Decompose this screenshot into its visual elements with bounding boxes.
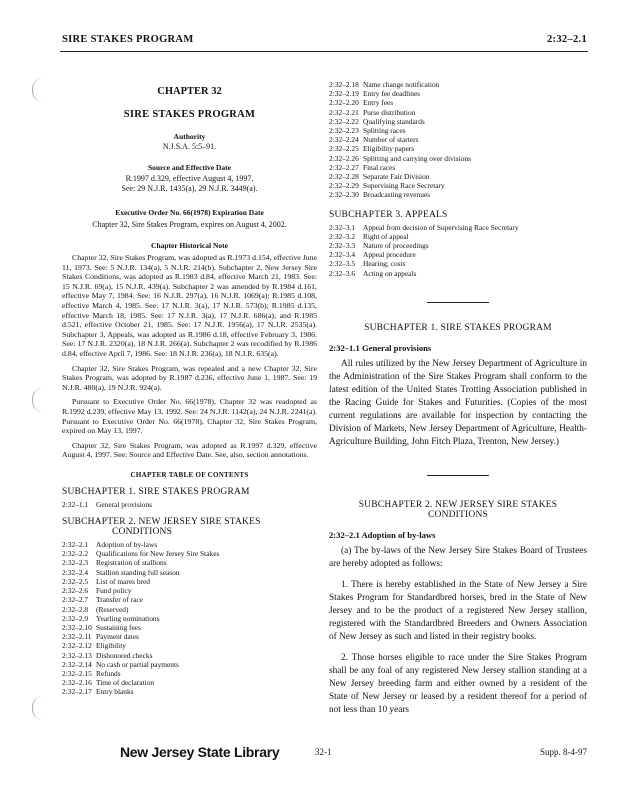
toc-entry [329, 126, 587, 135]
toc-entry-number: 2:32–2.19 [329, 89, 359, 99]
toc-entry [329, 250, 587, 259]
historical-note-heading: Chapter Historical Note [151, 241, 228, 250]
toc-entry [329, 89, 587, 98]
section-2-32-1-1-text: All rules utilized by the New Jersey Department of Agriculture in the Administration of the Sire Stakes Program shall conform to the latest edition of the United States Trotting Association published in the Racing Guide for Stakes and Futurities. (Copies of the most current regulations are available for inspection by contacting the Division of Markets, New Jersey Department of Agriculture, Health-Agriculture Building, John Fitch Plaza, Trenton, New Jersey.) [329, 358, 587, 447]
toc-entry [329, 223, 587, 232]
toc-entry [62, 614, 317, 623]
historical-note-paragraph: Chapter 32, Sire Stakes Program, was adopted as R.1997 d.329, effective August 4, 1997. See: Source and Effective Date. See, also, section annotations. [62, 440, 317, 460]
toc-entry-number: 2:32–3.3 [329, 241, 356, 251]
toc-entry-number: 2:32–2.29 [329, 181, 359, 191]
chapter-number: CHAPTER 32 [157, 86, 222, 97]
toc-subchapter-2-continued: CONDITIONS [112, 527, 173, 538]
toc-entry-title: Fund policy [96, 586, 132, 596]
toc-entry-number: 2:32–2.9 [62, 613, 89, 623]
source-heading: Source and Effective Date [148, 163, 231, 172]
toc-subchapter-2-list-continued [329, 80, 587, 200]
toc-entry-number: 2:32–2.18 [329, 80, 359, 89]
toc-entry-number: 2:32–2.15 [62, 668, 92, 678]
toc-entry [329, 241, 587, 250]
toc-heading: CHAPTER TABLE OF CONTENTS [130, 470, 249, 479]
toc-entry-number: 2:32–3.5 [329, 259, 356, 269]
toc-entry-title: No cash or partial payments [96, 659, 179, 669]
toc-entry-title: Dishonored checks [96, 650, 153, 660]
toc-entry-number: 2:32–2.1 [62, 540, 89, 550]
toc-entry [329, 259, 587, 268]
authority-value: N.J.S.A. 5:5–91. [162, 142, 217, 151]
historical-note-paragraph: Chapter 32, Sire Stakes Program, was repealed and a new Chapter 32, Sire Stakes Program, was adopted by R.1987 d.236, effective June 1, 1987. See: 19 N.J.R. 480(a), 19 N.J.R. 924(a). [62, 363, 317, 392]
toc-entry-title: Payment dates [96, 632, 139, 642]
toc-entry [62, 632, 317, 641]
toc-entry-number: 2:32–2.16 [62, 678, 92, 688]
toc-entry [329, 172, 587, 181]
toc-entry-number: 2:32–3.6 [329, 268, 356, 278]
running-header [62, 34, 587, 50]
toc-entry-title: Splitting and carrying over divisions [363, 153, 471, 163]
toc-entry-title: Right of appeal [363, 231, 409, 241]
section-divider [427, 302, 489, 303]
toc-entry-number: 2:32–3.1 [329, 222, 356, 232]
page-footer [120, 744, 587, 766]
source-line: R.1997 d.329, effective August 4, 1997. [125, 174, 254, 183]
source-line: See: 29 N.J.R. 1435(a), 29 N.J.R. 3449(a). [121, 184, 258, 193]
toc-entry-title: Qualifications for New Jersey Sire Stakes [96, 549, 220, 559]
toc-entry-number: 2:32–2.30 [329, 190, 359, 200]
toc-entry [329, 135, 587, 144]
toc-entry-number: 2:32–2.26 [329, 153, 359, 163]
toc-entry-number: 2:32–2.25 [329, 144, 359, 154]
toc-entry-title: Sustaining fees [96, 622, 141, 632]
toc-entry [329, 154, 587, 163]
toc-entry-title: Entry fee deadlines [363, 89, 421, 99]
toc-entry-title: Eligibility [96, 641, 126, 651]
toc-entry-number: 2:32–2.28 [329, 172, 359, 182]
toc-entry-title: Broadcasting revenues [363, 190, 431, 200]
toc-entry [62, 623, 317, 632]
toc-subchapter-3-list [329, 223, 587, 278]
supplement-date: Supp. 8-4-97 [540, 747, 587, 757]
section-divider [427, 475, 489, 476]
header-title: SIRE STAKES PROGRAM [62, 34, 194, 45]
toc-entry-title: (Reserved) [96, 604, 129, 614]
toc-entry [62, 586, 317, 595]
toc-entry [329, 108, 587, 117]
toc-entry [62, 605, 317, 614]
toc-entry [329, 117, 587, 126]
toc-entry-number: 2:32–2.3 [62, 558, 89, 568]
toc-entry [62, 660, 317, 669]
toc-entry-number: 2:32–2.23 [329, 126, 359, 136]
toc-entry-number: 2:32–2.7 [62, 595, 89, 605]
toc-entry [62, 540, 317, 549]
toc-entry [62, 558, 317, 567]
toc-entry [329, 163, 587, 172]
toc-entry-title: List of mares bred [96, 576, 150, 586]
section-2-32-2-1-heading: 2:32–2.1 Adoption of by-laws [329, 529, 436, 540]
toc-entry-number: 2:32–1.1 [62, 499, 89, 509]
toc-entry-number: 2:32–2.10 [62, 622, 92, 632]
toc-entry [329, 181, 587, 190]
toc-entry [62, 651, 317, 660]
toc-entry-title: Transfer of race [96, 595, 143, 605]
toc-entry-number: 2:32–2.24 [329, 135, 359, 145]
page-number: 32-1 [315, 747, 332, 757]
toc-entry-title: Stallion standing full season [96, 567, 180, 577]
toc-entry-title: Nature of proceedings [363, 241, 429, 251]
toc-entry-title: Hearing; costs [363, 259, 406, 269]
toc-entry-title: Splitting races [363, 126, 406, 136]
toc-subchapter-3: SUBCHAPTER 3. APPEALS [329, 209, 448, 220]
binder-hole [32, 388, 43, 412]
toc-entry-number: 2:32–3.2 [329, 231, 356, 241]
toc-entry-title: Appeal procedure [363, 250, 416, 260]
toc-entry-title: Eligibility papers [363, 144, 415, 154]
section-2-32-1-1-heading: 2:32–1.1 General provisions [329, 342, 432, 353]
authority-heading: Authority [173, 132, 206, 141]
subchapter-2-heading: SUBCHAPTER 2. NEW JERSEY SIRE STAKES [358, 499, 558, 510]
toc-entry [62, 500, 317, 509]
toc-entry-number: 2:32–2.21 [329, 107, 359, 117]
toc-entry [329, 80, 587, 89]
toc-entry [62, 678, 317, 687]
executive-order-heading: Executive Order No. 66(1978) Expiration Date [115, 208, 264, 217]
executive-order-text: Chapter 32, Sire Stakes Program, expires on August 4, 2002. [92, 220, 287, 229]
toc-entry [329, 98, 587, 107]
toc-entry-title: Entry fees [363, 98, 394, 108]
binder-hole [32, 78, 43, 102]
toc-entry-number: 2:32–2.17 [62, 687, 92, 697]
toc-entry-number: 2:32–2.22 [329, 116, 359, 126]
toc-entry [62, 549, 317, 558]
toc-entry-number: 2:32–2.6 [62, 586, 89, 596]
toc-entry-number: 2:32–2.8 [62, 604, 89, 614]
binder-hole [32, 696, 43, 720]
toc-entry [329, 144, 587, 153]
toc-entry-number: 2:32–2.12 [62, 641, 92, 651]
toc-entry [62, 595, 317, 604]
toc-entry-title: Supervising Race Secretary [363, 181, 445, 191]
toc-entry-title: Appeal from decision of Supervising Race Secretary [363, 222, 519, 232]
section-2-32-2-1-paragraph-a: (a) The by-laws of the New Jersey Sire Stakes Board of Trustees are hereby adopted as follows: [329, 545, 587, 569]
toc-entry-title: Refunds [96, 668, 121, 678]
left-column [62, 80, 317, 697]
toc-entry [62, 687, 317, 696]
library-stamp: New Jersey State Library [120, 744, 280, 760]
toc-entry-title: General provisions [96, 499, 153, 509]
header-rule [60, 51, 588, 52]
toc-entry-number: 2:32–2.5 [62, 576, 89, 586]
toc-entry [62, 641, 317, 650]
toc-entry-number: 2:32–2.27 [329, 162, 359, 172]
toc-entry-title: Qualifying standards [363, 116, 425, 126]
toc-entry-number: 2:32–2.20 [329, 98, 359, 108]
historical-note-paragraph: Chapter 32, Sire Stakes Program, was adopted as R.1973 d.154, effective June 11, 1973. See: 5 N.J.R. 134(a), 5 N.J.R. 214(b). Subchapter 2, New Jersey Sire Stakes Conditions, was adopted as R.1983 d.84, effective March 21, 1983. See: 15 N.J.R. 69(a), 15 N.J.R. 439(a). Subchapter 2 was amended by R.1984 d.161, effective May 7, 1984. See: 16 N.J.R. 297(a), 16 N.J.R. 1069(a); R.1985 d.108, effective March 4, 1985. See: 17 N.J.R. 3(a), 17 N.J.R. 573(b); R.1985 d.135, effective March 18, 1985. See: 17 N.J.R. 3(a), 17 N.J.R. 686(a); and R.1985 d.521, effective October 21, 1985. See: 17 N.J.R. 1956(a), 17 N.J.R. 2535(a). Subchapter 3, Appeals, was adopted as R.1986 d.18, effective February 3, 1986. See: 17 N.J.R. 2320(a), 18 N.J.R. 266(a). Subchapter 2 was recodified by R.1986 d.84, effective April 7, 1986. See: 18 N.J.R. 236(a), 18 N.J.R. 635(a). [62, 253, 317, 358]
toc-entry-number: 2:32–2.13 [62, 650, 92, 660]
toc-entry-number: 2:32–2.4 [62, 567, 89, 577]
toc-entry-title: Entry blanks [96, 687, 134, 697]
toc-entry [329, 232, 587, 241]
toc-entry-title: Registration of stallions [96, 558, 167, 568]
subchapter-2-heading-continued: CONDITIONS [427, 509, 489, 520]
toc-entry-title: Time of declaration [96, 678, 155, 688]
toc-entry-title: Name change notification [363, 80, 440, 89]
toc-subchapter-2-list [62, 540, 317, 696]
historical-note-paragraph: Pursuant to Executive Order No. 66(1978), Chapter 32 was readopted as R.1992 d.239, effective May 13, 1992. See: 24 N.J.R. 1142(a), 24 N.J.R. 2241(a). Pursuant to Executive Order No. 66(1978), Chapter 32, Sire Stakes Program, expired on May 13, 1997. [62, 397, 317, 436]
toc-entry [62, 669, 317, 678]
toc-entry-number: 2:32–2.14 [62, 659, 92, 669]
toc-entry-number: 2:32–3.4 [329, 250, 356, 260]
toc-entry-title: Acting on appeals [363, 268, 417, 278]
toc-entry [329, 190, 587, 199]
section-2-32-2-1-item-1: 1. There is hereby established in the State of New Jersey a Sire Stakes Program for Standardbred horses, bred in the State of New Jersey and to be the product of a registered New Jersey stallion, registered with the Standardbred Breeders and Owners Association of New Jersey as such and listed in their registry books. [329, 579, 587, 642]
chapter-title: SIRE STAKES PROGRAM [123, 109, 256, 120]
toc-entry-title: Yearling nominations [96, 613, 160, 623]
subchapter-1-heading: SUBCHAPTER 1. SIRE STAKES PROGRAM [364, 322, 552, 333]
right-column [329, 80, 587, 725]
section-2-32-2-1-item-2: 2. Those horses eligible to race under the Sire Stakes Program shall be any foal of any registered New Jersey stallion standing at a New Jersey breeding farm and either owned by a resident of the State of New Jersey or leased by a resident thereof for a period of not less than 10 years [329, 652, 587, 715]
header-section-number: 2:32–2.1 [546, 34, 587, 45]
toc-entry [62, 568, 317, 577]
toc-entry-title: Final races [363, 162, 396, 172]
toc-subchapter-1-list [62, 500, 317, 509]
toc-entry-number: 2:32–2.2 [62, 549, 89, 559]
toc-entry-title: Adoption of by-laws [96, 540, 158, 550]
toc-subchapter-1: SUBCHAPTER 1. SIRE STAKES PROGRAM [62, 486, 250, 497]
toc-entry-number: 2:32–2.11 [62, 632, 92, 642]
toc-entry [329, 269, 587, 278]
toc-entry-title: Separate Fair Division [363, 172, 430, 182]
toc-entry-title: Number of starters [363, 135, 419, 145]
toc-entry-title: Purse distribution [363, 107, 416, 117]
toc-subchapter-2: SUBCHAPTER 2. NEW JERSEY SIRE STAKES [62, 517, 261, 528]
toc-entry [62, 577, 317, 586]
